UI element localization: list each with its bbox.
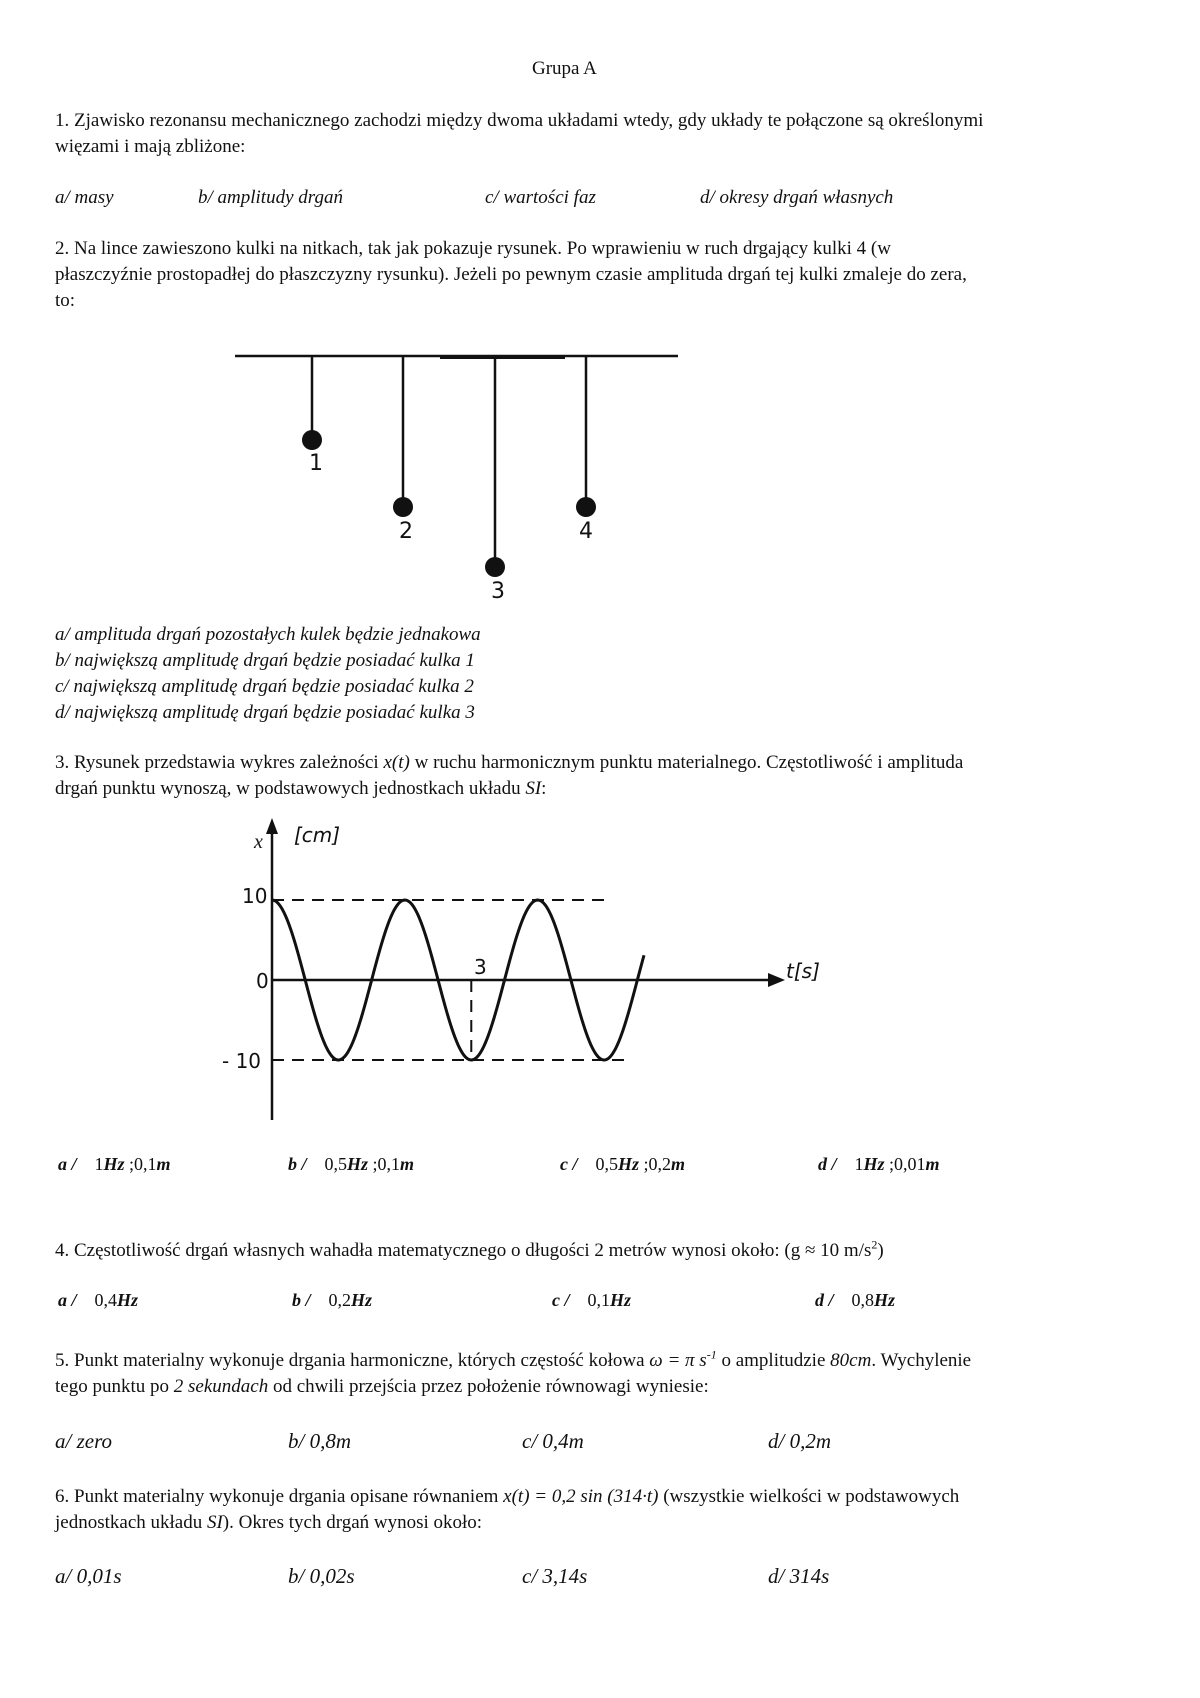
x-axis-arrow <box>768 973 785 987</box>
y-axis-unit: [cm] <box>294 823 341 847</box>
q4-option-a: a / 0,4Hz <box>58 1290 139 1310</box>
q4-option-d: d / 0,8Hz <box>815 1290 896 1310</box>
y-tick-10: 10 <box>242 884 268 908</box>
q5-option-c: c/ 0,4m <box>522 1429 584 1453</box>
q5-text-line2: tego punktu po 2 sekundach od chwili przejścia przez położenie równowagi wyniesie: <box>55 1376 709 1397</box>
q5-option-b: b/ 0,8m <box>288 1429 351 1453</box>
ball-label-1: 1 <box>309 451 323 476</box>
ball-label-3: 3 <box>491 579 505 604</box>
q1-option-c: c/ wartości faz <box>485 187 596 208</box>
q1-option-d: d/ okresy drgań własnych <box>700 187 894 208</box>
x-axis-label: t[s] <box>786 959 820 983</box>
y-axis-arrow <box>266 818 278 834</box>
q1-text-line1: 1. Zjawisko rezonansu mechanicznego zachodzi między dwoma układami wtedy, gdy układy te połączone są określonymi <box>55 110 984 131</box>
page-title: Grupa A <box>532 58 597 79</box>
q5-option-d: d/ 0,2m <box>768 1429 831 1453</box>
y-tick-0: 0 <box>256 969 269 993</box>
q1-option-b: b/ amplitudy drgań <box>198 187 343 208</box>
ball-label-2: 2 <box>399 519 413 544</box>
q2-option-a: a/ amplituda drgań pozostałych kulek będzie jednakowa <box>55 624 481 645</box>
q3-text-line1: 3. Rysunek przedstawia wykres zależności x(t) w ruchu harmonicznym punktu materialnego. Częstotliwość i amplituda <box>55 752 964 773</box>
q2-option-b: b/ największą amplitudę drgań będzie posiadać kulka 1 <box>55 650 475 671</box>
q4-text: 4. Częstotliwość drgań własnych wahadła matematycznego o długości 2 metrów wynosi około: (g ≈ 10 $m/s^2$) <box>55 1237 884 1261</box>
q5-option-a: a/ zero <box>55 1429 112 1453</box>
q3-option-c: c / 0,5Hz ;0,2m <box>560 1154 686 1174</box>
q2-option-d: d/ największą amplitudę drgań będzie posiadać kulka 3 <box>55 702 475 723</box>
q3-option-d: d / 1Hz ;0,01m <box>818 1154 940 1174</box>
q6-option-b: b/ 0,02s <box>288 1564 355 1588</box>
q6-text-line2: jednostkach układu SI). Okres tych drgań wynosi około: <box>55 1512 483 1533</box>
q2-text-line3: to: <box>55 290 76 311</box>
q1-text-line2: więzami i mają zbliżone: <box>55 136 246 157</box>
q3-text-line2: drgań punktu wynoszą, w podstawowych jednostkach układu SI: <box>55 778 547 799</box>
q6-option-d: d/ 314s <box>768 1564 830 1588</box>
q4-option-c: c / 0,1Hz <box>552 1290 632 1310</box>
q2-text-line2: płaszczyźnie prostopadłej do płaszczyzny rysunku). Jeżeli po pewnym czasie amplituda drgań tej kulki zmaleje do zera, <box>55 264 967 285</box>
q4-option-b: b / 0,2Hz <box>292 1290 373 1310</box>
q1-option-a: a/ masy <box>55 187 114 208</box>
ball-label-4: 4 <box>579 519 593 544</box>
y-axis-label: x <box>254 831 263 853</box>
time-annotation-3: 3 <box>474 955 487 979</box>
q6-option-a: a/ 0,01s <box>55 1564 122 1588</box>
q2-text-line1: 2. Na lince zawieszono kulki na nitkach, tak jak pokazuje rysunek. Po wprawieniu w ruch drgający kulki 4 (w <box>55 238 891 259</box>
y-tick-minus-10: - 10 <box>222 1049 262 1073</box>
q5-text-line1: 5. Punkt materialny wykonuje drgania harmoniczne, których częstość kołowa ω = π $s^{-1}$ o amplitudzie 80cm. Wychylenie <box>55 1347 972 1371</box>
q2-option-c: c/ największą amplitudę drgań będzie posiadać kulka 2 <box>55 676 474 697</box>
q3-option-b: b / 0,5Hz ;0,1m <box>288 1154 415 1174</box>
q6-option-c: c/ 3,14s <box>522 1564 588 1588</box>
q3-option-a: a / 1Hz ;0,1m <box>58 1154 171 1174</box>
q6-text-line1: 6. Punkt materialny wykonuje drgania opisane równaniem x(t) = 0,2 sin (314·t) (wszystkie wielkości w podstawowych <box>55 1486 960 1507</box>
